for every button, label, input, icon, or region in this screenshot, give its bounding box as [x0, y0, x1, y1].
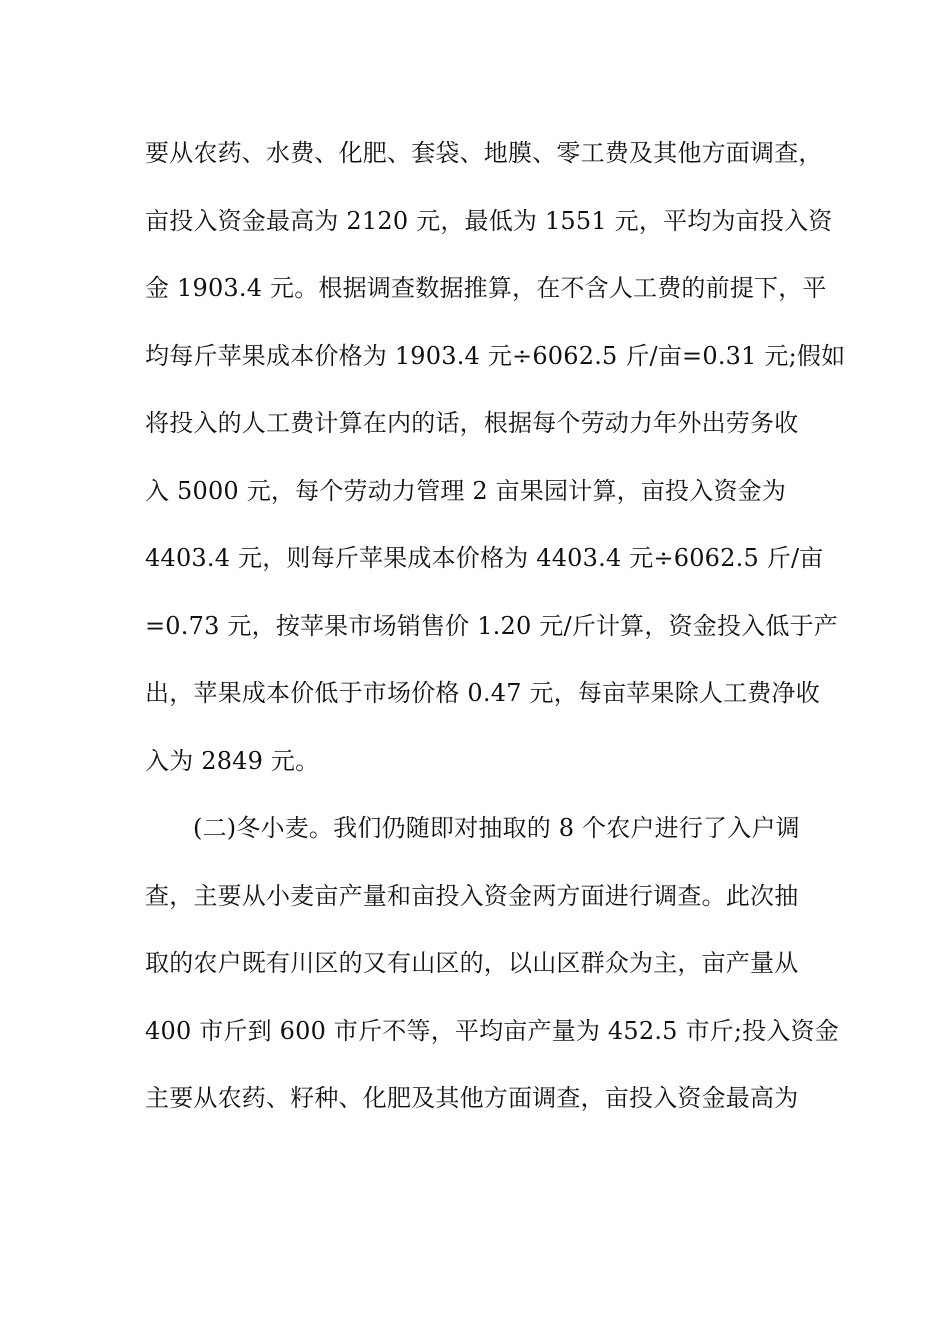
text-line: 出，苹果成本价低于市场价格 0.47 元，每亩苹果除人工费净收 [145, 679, 820, 707]
text-line: 要从农药、水费、化肥、套袋、地膜、零工费及其他方面调查， [145, 139, 823, 167]
text-line: 取的农户既有川区的又有山区的，以山区群众为主，亩产量从 [145, 949, 799, 977]
text-line: 4403.4 元，则每斤苹果成本价格为 4403.4 元÷6062.5 斤/亩 [145, 544, 824, 572]
text-line: 亩投入资金最高为 2120 元，最低为 1551 元，平均为亩投入资 [145, 206, 833, 235]
text-line: =0.73 元，按苹果市场销售价 1.20 元/斤计算，资金投入低于产 [145, 611, 838, 640]
text-line: 金 1903.4 元。根据调查数据推算，在不含人工费的前提下，平 [145, 274, 827, 302]
text-line: 将投入的人工费计算在内的话，根据每个劳动力年外出劳务收 [145, 409, 799, 437]
body-text [145, 126, 846, 1139]
text-line: 入为 2849 元。 [145, 746, 320, 775]
text-line: 均每斤苹果成本价格为 1903.4 元÷6062.5 斤/亩=0.31 元;假如 [145, 341, 846, 370]
text-line: 主要从农药、籽种、化肥及其他方面调查，亩投入资金最高为 [145, 1084, 799, 1112]
text-line: 400 市斤到 600 市斤不等，平均亩产量为 452.5 市斤;投入资金 [145, 1016, 839, 1045]
text-line: 查，主要从小麦亩产量和亩投入资金两方面进行调查。此次抽 [145, 881, 799, 910]
paragraph-first-line: (二)冬小麦。我们仍随即对抽取的 8 个农户进行了入户调 [193, 814, 800, 842]
text-line: 入 5000 元，每个劳动力管理 2 亩果园计算，亩投入资金为 [145, 476, 787, 505]
